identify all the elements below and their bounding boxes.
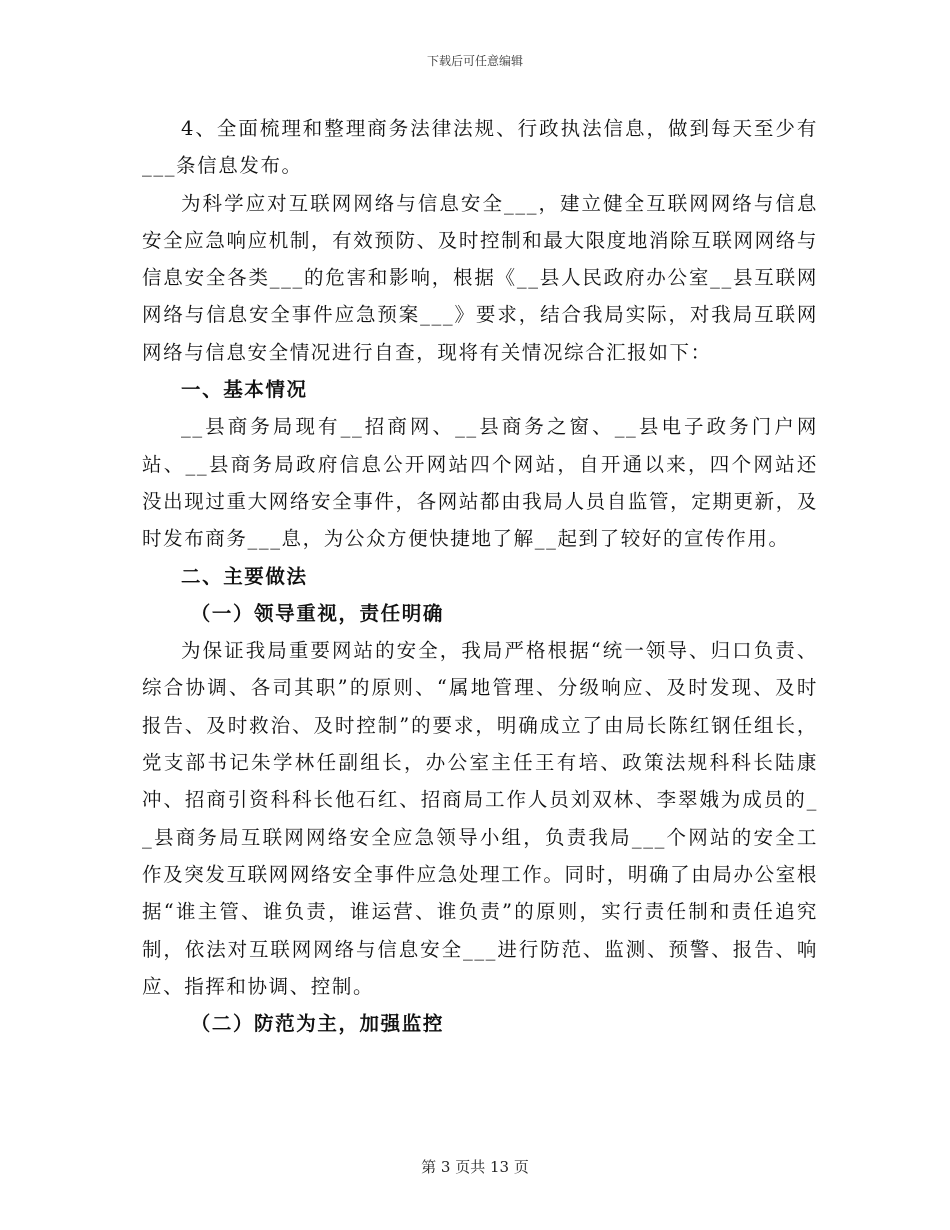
subsection-heading-leadership: （一）领导重视，责任明确 bbox=[190, 601, 444, 625]
paragraph-basic-situation: __县商务局现有__招商网、__县商务之窗、__县电子政务门户网站、__县商务局政府信息公开网站四个网站，自开通以来，四个网站还没出现过重大网络安全事件，各网站都由我局人员自监管，定期更新，及时发布商务___息，为公众方便快捷地了解__起到了较好的宣传作用。 bbox=[142, 415, 818, 551]
page-header-note: 下载后可任意编辑 bbox=[426, 54, 523, 68]
subsection-heading-prevention: （二）防范为主，加强监控 bbox=[190, 1012, 444, 1036]
document-body bbox=[142, 110, 818, 1042]
paragraph-intro: 为科学应对互联网网络与信息安全___，建立健全互联网网络与信息安全应急响应机制，有效预防、及时控制和最大限度地消除互联网网络与信息安全各类___的危害和影响，根据《__县人民政府办公室__县互联网网络与信息安全事件应急预案___》要求，结合我局实际，对我局互联网网络与信息安全情况进行自查，现将有关情况综合汇报如下： bbox=[142, 191, 818, 364]
section-heading-basic-situation: 一、基本情况 bbox=[181, 378, 308, 402]
paragraph-leadership: 为保证我局重要网站的安全，我局严格根据“统一领导、归口负责、综合协调、各司其职”的原则、“属地管理、分级响应、及时发现、及时报告、及时救治、及时控制”的要求，明确成立了由局长陈红钢任组长，党支部书记朱学林任副组长，办公室主任王有培、政策法规科科长陆康冲、招商引资科科长他石红、招商局工作人员刘双林、李翠娥为成员的__县商务局互联网网络安全应急领导小组，负责我局___个网站的安全工作及突发互联网网络安全事件应急处理工作。同时，明确了由局办公室根据“谁主管、谁负责，谁运营、谁负责”的原则，实行责任制和责任追究制，依法对互联网网络与信息安全___进行防范、监测、预警、报告、响应、指挥和协调、控制。 bbox=[142, 639, 818, 998]
paragraph-item-4: 4、全面梳理和整理商务法律法规、行政执法信息，做到每天至少有___条信息发布。 bbox=[142, 117, 818, 178]
section-heading-main-practices: 二、主要做法 bbox=[181, 564, 308, 588]
page-number: 第 3 页共 13 页 bbox=[421, 1158, 529, 1176]
